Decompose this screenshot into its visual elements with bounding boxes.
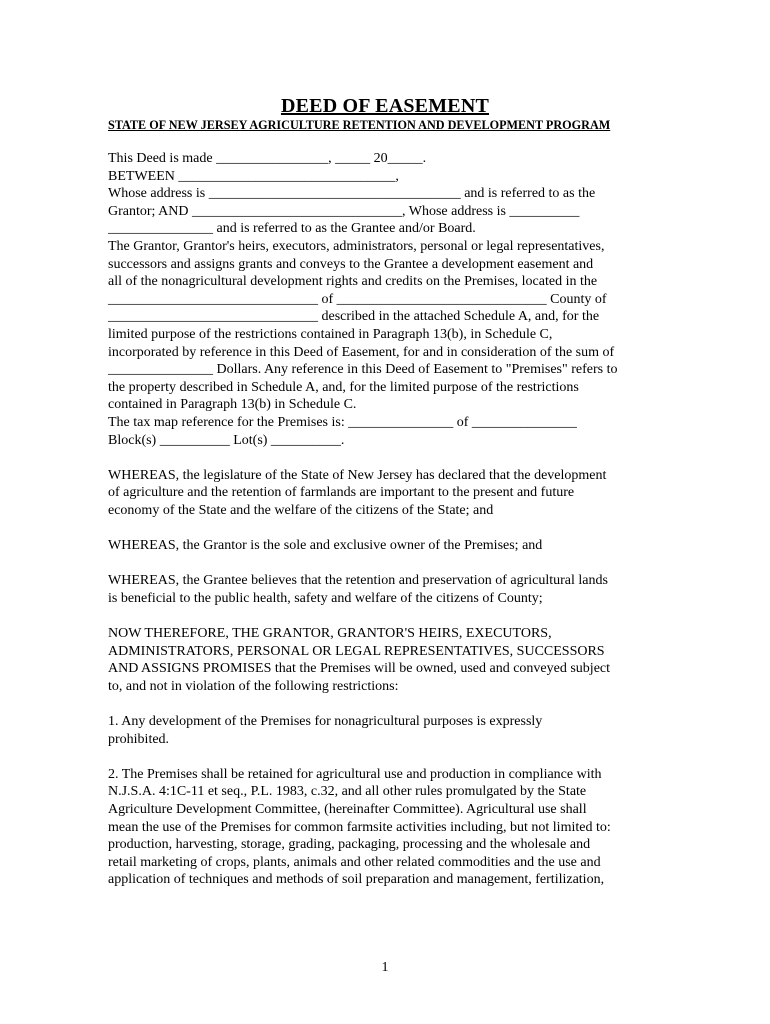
- paragraph-gap: [108, 607, 668, 625]
- text-line: economy of the State and the welfare of the citizens of the State; and: [108, 502, 494, 518]
- text-line: production, harvesting, storage, grading, packaging, processing and the wholesale and: [108, 837, 591, 853]
- text-line: _______________ Dollars. Any reference in this Deed of Easement to "Premises" refers to: [108, 362, 618, 378]
- paragraph-gap: [108, 748, 668, 766]
- text-line: Whose address is ____________________________________ and is referred to as the: [108, 186, 596, 202]
- text-line: BETWEEN _______________________________,: [108, 168, 399, 184]
- text-line: N.J.S.A. 4:1C-11 et seq., P.L. 1983, c.32, and all other rules promulgated by the State: [108, 784, 587, 800]
- text-line: successors and assigns grants and conveys to the Grantee a development easement and: [108, 256, 594, 272]
- text-line: 1. Any development of the Premises for nonagricultural purposes is expressly: [108, 714, 543, 729]
- paragraph-gap: [108, 555, 668, 573]
- text-line: Grantor; AND ______________________________, Whose address is __________: [108, 203, 580, 219]
- document-title: DEED OF EASEMENT: [280, 95, 490, 117]
- text-line: The tax map reference for the Premises is: _______________ of _______________: [108, 414, 577, 430]
- text-line: 2. The Premises shall be retained for agricultural use and production in compliance with: [108, 766, 602, 782]
- text-line: the property described in Schedule A, and, for the limited purpose of the restrictions: [108, 379, 579, 395]
- document-subtitle: STATE OF NEW JERSEY AGRICULTURE RETENTION AND DEVELOPMENT PROGRAM: [108, 118, 611, 132]
- text-line: _______________ and is referred to as the Grantee and/or Board.: [108, 221, 476, 237]
- paragraph-gap: [108, 695, 668, 713]
- text-line: retail marketing of crops, plants, animals and other related commodities and the use and: [108, 854, 601, 870]
- text-line: limited purpose of the restrictions contained in Paragraph 13(b), in Schedule C,: [108, 326, 553, 342]
- text-line: of agriculture and the retention of farmlands are important to the present and future: [108, 485, 575, 501]
- text-line: ______________________________ described in the attached Schedule A, and, for the: [108, 309, 600, 325]
- text-line: Agriculture Development Committee, (hereinafter Committee). Agricultural use shall: [108, 801, 587, 817]
- text-line: to, and not in violation of the following restrictions:: [108, 678, 399, 694]
- text-line: mean the use of the Premises for common farmsite activities including, but not limited to:: [108, 819, 611, 835]
- text-line: is beneficial to the public health, safety and welfare of the citizens of County;: [108, 590, 543, 606]
- text-line: all of the nonagricultural development rights and credits on the Premises, located in the: [108, 274, 598, 290]
- text-line: application of techniques and methods of soil preparation and management, fertilization,: [108, 872, 605, 888]
- paragraph-gap: [108, 449, 668, 467]
- text-line: AND ASSIGNS PROMISES that the Premises will be owned, used and conveyed subject: [108, 661, 611, 677]
- page-number: 1: [381, 960, 389, 975]
- text-line: ______________________________ of ______________________________ County of: [108, 291, 607, 307]
- text-line: ADMINISTRATORS, PERSONAL OR LEGAL REPRESENTATIVES, SUCCESSORS: [108, 643, 605, 659]
- text-line: This Deed is made ________________, _____ 20_____.: [108, 151, 427, 166]
- text-line: NOW THEREFORE, THE GRANTOR, GRANTOR'S HEIRS, EXECUTORS,: [108, 626, 552, 642]
- document-body: [108, 150, 668, 889]
- text-line: contained in Paragraph 13(b) in Schedule C.: [108, 397, 357, 413]
- text-line: Block(s) __________ Lot(s) __________.: [108, 432, 345, 448]
- text-line: prohibited.: [108, 731, 170, 747]
- text-line: WHEREAS, the Grantee believes that the retention and preservation of agricultural lands: [108, 573, 608, 589]
- text-line: The Grantor, Grantor's heirs, executors, administrators, personal or legal representatives,: [108, 238, 605, 254]
- text-line: WHEREAS, the Grantor is the sole and exclusive owner of the Premises; and: [108, 538, 543, 554]
- text-line: incorporated by reference in this Deed of Easement, for and in consideration of the sum of: [108, 344, 615, 360]
- text-line: WHEREAS, the legislature of the State of New Jersey has declared that the development: [108, 467, 607, 483]
- paragraph-gap: [108, 519, 668, 537]
